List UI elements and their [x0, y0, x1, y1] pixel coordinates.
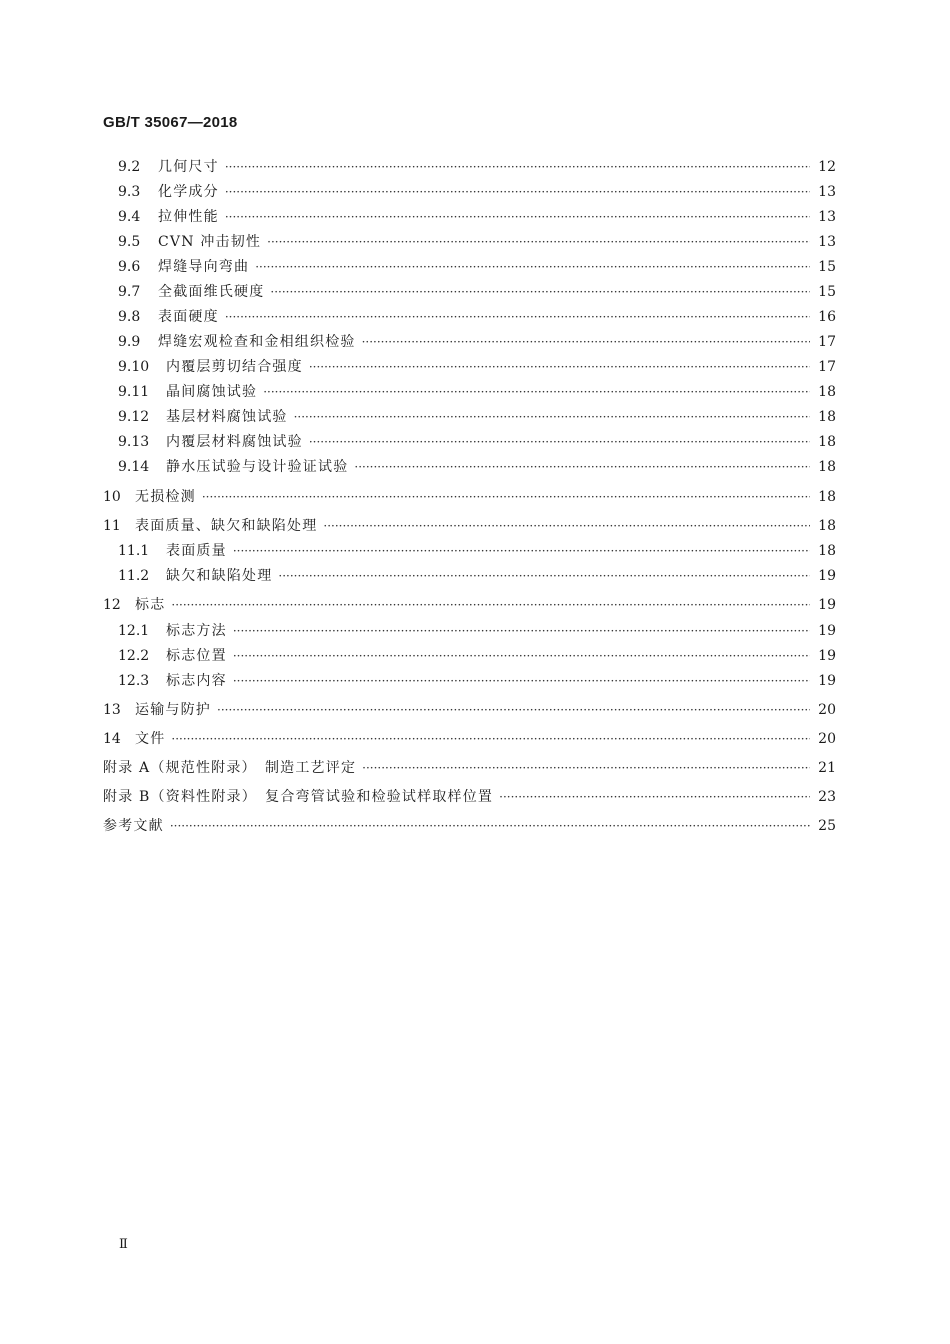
toc-entry-number: 13 — [103, 702, 121, 718]
toc-entry-number: 12 — [103, 597, 121, 613]
toc-entry[interactable] — [118, 456, 836, 478]
toc-dot-leader — [263, 381, 810, 403]
toc-entry[interactable] — [103, 594, 836, 616]
toc-entry[interactable] — [118, 620, 836, 642]
toc-entry-page: 16 — [818, 309, 836, 325]
toc-entry-number: 12.1 — [118, 623, 150, 639]
toc-entry-page: 15 — [818, 259, 836, 275]
toc-dot-leader — [309, 431, 810, 453]
toc-entry-page: 12 — [818, 159, 836, 175]
toc-dot-leader — [171, 728, 810, 750]
toc-dot-leader — [171, 594, 810, 616]
toc-entry-title: 附录 B（资料性附录） 复合弯管试验和检验试样取样位置 — [103, 789, 494, 805]
toc-dot-leader — [323, 515, 810, 537]
toc-entry[interactable] — [118, 565, 836, 587]
toc-entry[interactable] — [118, 306, 836, 328]
toc-entry-page: 18 — [818, 409, 836, 425]
toc-dot-leader — [499, 786, 810, 808]
toc-entry[interactable] — [118, 331, 836, 353]
toc-entry-number: 9.5 — [118, 234, 141, 250]
toc-entry-page: 20 — [818, 731, 836, 747]
toc-dot-leader — [362, 757, 810, 779]
toc-entry-title: 拉伸性能 — [158, 209, 219, 225]
toc-entry[interactable] — [118, 181, 836, 203]
toc-entry-number: 9.3 — [118, 184, 141, 200]
toc-entry[interactable] — [118, 231, 836, 253]
toc-entry-page: 19 — [818, 597, 836, 613]
toc-entry-title: 参考文献 — [103, 818, 164, 834]
toc-entry-number: 12.3 — [118, 673, 150, 689]
toc-entry-number: 10 — [103, 489, 121, 505]
toc-entry-number: 12.2 — [118, 648, 150, 664]
toc-dot-leader — [362, 331, 810, 353]
toc-dot-leader — [225, 306, 810, 328]
toc-entry-number: 9.14 — [118, 459, 150, 475]
toc-entry-number: 9.6 — [118, 259, 141, 275]
toc-entry[interactable] — [103, 728, 836, 750]
toc-entry[interactable] — [118, 206, 836, 228]
toc-dot-leader — [225, 181, 810, 203]
toc-entry-title: 附录 A（规范性附录） 制造工艺评定 — [103, 760, 357, 776]
toc-dot-leader — [267, 231, 810, 253]
toc-entry-page: 23 — [818, 789, 836, 805]
toc-entry-page: 19 — [818, 623, 836, 639]
toc-entry-title: 标志方法 — [166, 623, 227, 639]
toc-entry[interactable] — [118, 431, 836, 453]
toc-entry[interactable] — [118, 645, 836, 667]
toc-dot-leader — [255, 256, 810, 278]
toc-dot-leader — [233, 670, 810, 692]
toc-dot-leader — [225, 156, 810, 178]
toc-entry-number: 9.2 — [118, 159, 141, 175]
toc-entry-number: 11.1 — [118, 543, 150, 559]
toc-entry[interactable] — [118, 281, 836, 303]
toc-entry-number: 9.4 — [118, 209, 141, 225]
toc-dot-leader — [233, 645, 810, 667]
toc-entry-title: 焊缝导向弯曲 — [158, 259, 250, 275]
toc-entry-page: 18 — [818, 518, 836, 534]
toc-entry-title: 内覆层剪切结合强度 — [166, 359, 303, 375]
toc-entry-title: 运输与防护 — [135, 702, 211, 718]
toc-dot-leader — [225, 206, 810, 228]
page-number: Ⅱ — [119, 1237, 128, 1252]
toc-entry-title: 基层材料腐蚀试验 — [166, 409, 288, 425]
toc-entry[interactable] — [103, 486, 836, 508]
toc-entry-number: 9.7 — [118, 284, 141, 300]
toc-entry[interactable] — [118, 670, 836, 692]
toc-dot-leader — [217, 699, 810, 721]
toc-entry-number: 9.11 — [118, 384, 150, 400]
toc-entry[interactable] — [118, 156, 836, 178]
toc-entry-page: 17 — [818, 334, 836, 350]
toc-entry-number: 9.8 — [118, 309, 141, 325]
toc-entry-title: 表面质量、缺欠和缺陷处理 — [135, 518, 318, 534]
toc-entry-page: 18 — [818, 459, 836, 475]
toc-entry-page: 25 — [818, 818, 836, 834]
toc-entry-page: 18 — [818, 543, 836, 559]
toc-dot-leader — [278, 565, 810, 587]
toc-entry-title: 静水压试验与设计验证试验 — [166, 459, 349, 475]
toc-entry-title: CVN 冲击韧性 — [158, 234, 262, 250]
toc-dot-leader — [233, 540, 810, 562]
toc-dot-leader — [309, 356, 810, 378]
toc-entry-title: 全截面维氏硬度 — [158, 284, 265, 300]
toc-entry-number: 11.2 — [118, 568, 150, 584]
toc-entry-page: 18 — [818, 384, 836, 400]
toc-entry-page: 20 — [818, 702, 836, 718]
toc-dot-leader — [270, 281, 810, 303]
toc-entry-title: 几何尺寸 — [158, 159, 219, 175]
toc-entry-bibliography[interactable] — [103, 815, 836, 837]
toc-entry-title: 标志位置 — [166, 648, 227, 664]
toc-entry-page: 13 — [818, 184, 836, 200]
toc-entry-number: 9.9 — [118, 334, 141, 350]
toc-entry-page: 19 — [818, 568, 836, 584]
toc-entry-number: 11 — [103, 518, 121, 534]
toc-entry[interactable] — [103, 515, 836, 537]
toc-entry-title: 焊缝宏观检查和金相组织检验 — [158, 334, 356, 350]
toc-entry[interactable] — [103, 699, 836, 721]
toc-entry-page: 17 — [818, 359, 836, 375]
toc-dot-leader — [202, 486, 810, 508]
toc-entry[interactable] — [118, 256, 836, 278]
toc-entry-title: 表面硬度 — [158, 309, 219, 325]
toc-entry-title: 化学成分 — [158, 184, 219, 200]
toc-entry[interactable] — [118, 381, 836, 403]
toc-dot-leader — [170, 815, 810, 837]
toc-entry-page: 19 — [818, 673, 836, 689]
toc-dot-leader — [354, 456, 810, 478]
toc-entry[interactable] — [118, 356, 836, 378]
toc-entry-title: 标志内容 — [166, 673, 227, 689]
toc-entry-page: 21 — [818, 760, 836, 776]
toc-entry-title: 晶间腐蚀试验 — [166, 384, 258, 400]
toc-entry-number: 9.12 — [118, 409, 150, 425]
toc-entry-title: 无损检测 — [135, 489, 196, 505]
toc-entry-title: 缺欠和缺陷处理 — [166, 568, 273, 584]
toc-entry-page: 13 — [818, 209, 836, 225]
document-code: GB/T 35067—2018 — [103, 114, 238, 131]
toc-entry-number: 9.13 — [118, 434, 150, 450]
toc-entry-page: 18 — [818, 489, 836, 505]
toc-entry-annex-b[interactable] — [103, 786, 836, 808]
toc-entry-page: 15 — [818, 284, 836, 300]
toc-entry-title: 文件 — [135, 731, 166, 747]
toc-entry-page: 18 — [818, 434, 836, 450]
toc-entry[interactable] — [118, 406, 836, 428]
toc-entry-page: 19 — [818, 648, 836, 664]
toc-dot-leader — [294, 406, 810, 428]
toc-dot-leader — [233, 620, 810, 642]
toc-entry-title: 内覆层材料腐蚀试验 — [166, 434, 303, 450]
toc-entry[interactable] — [118, 540, 836, 562]
toc-entry-annex-a[interactable] — [103, 757, 836, 779]
toc-entry-title: 标志 — [135, 597, 166, 613]
toc-entry-page: 13 — [818, 234, 836, 250]
toc-entry-number: 14 — [103, 731, 121, 747]
toc-entry-title: 表面质量 — [166, 543, 227, 559]
toc-entry-number: 9.10 — [118, 359, 150, 375]
